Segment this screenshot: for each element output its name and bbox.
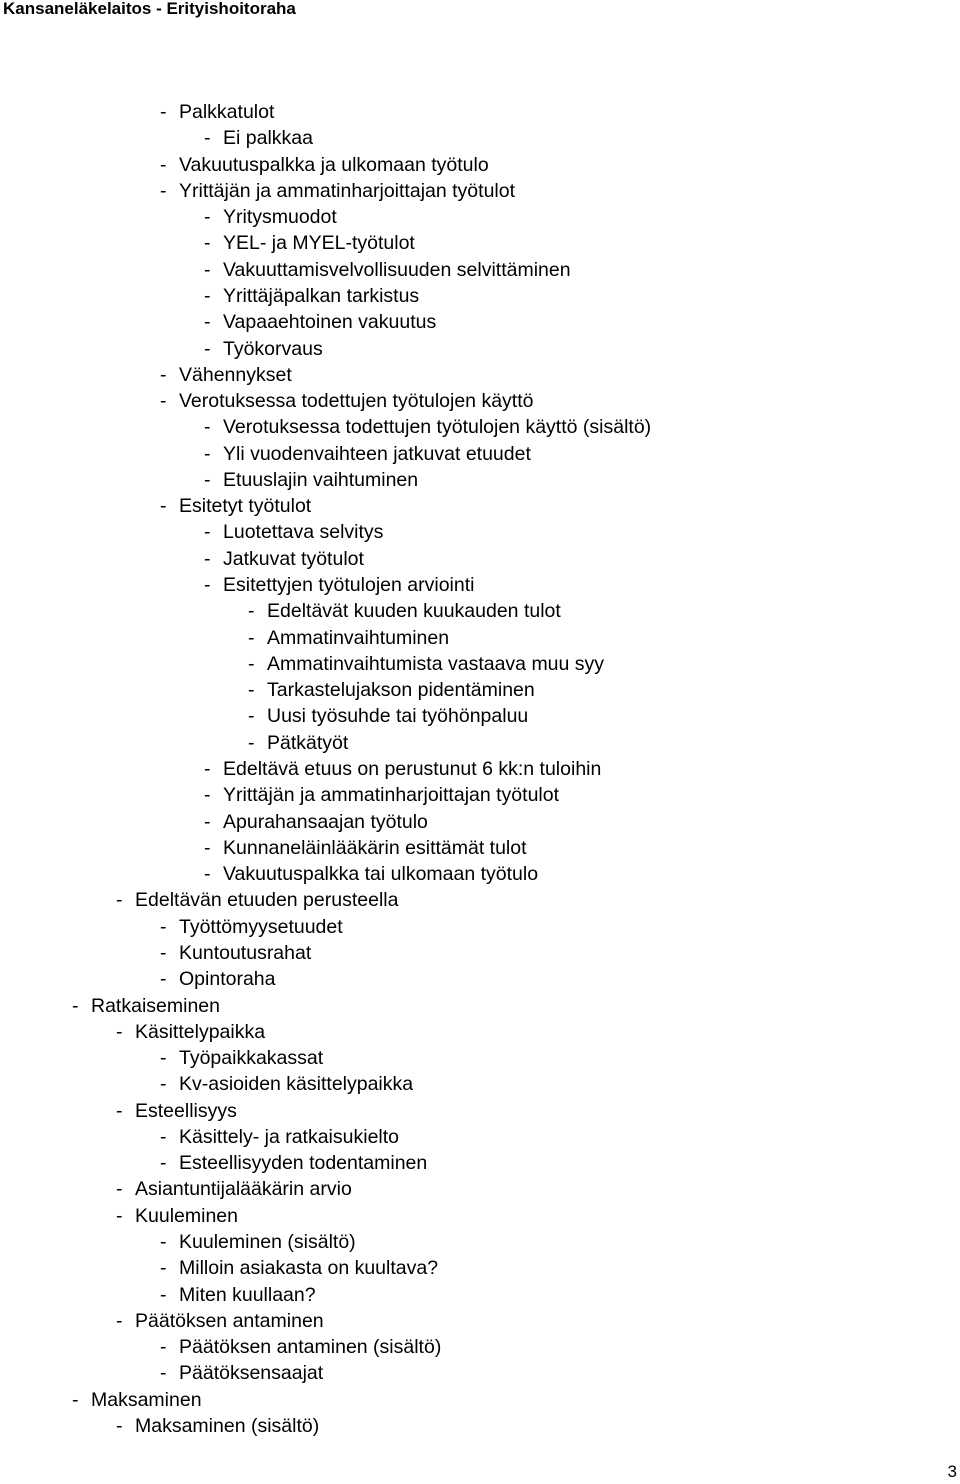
toc-item-dash: - [204, 442, 211, 465]
toc-item [248, 703, 528, 729]
toc-item-label: Pätkätyöt [267, 731, 349, 754]
toc-item-label: Työpaikkakassat [179, 1047, 324, 1070]
toc-item-dash: - [248, 626, 255, 649]
toc-item [160, 152, 489, 178]
toc-item [160, 1334, 441, 1360]
toc-item-label: Yli vuodenvaihteen jatkuvat etuudet [223, 442, 531, 465]
toc-item-label: Edeltävät kuuden kuukauden tulot [267, 600, 561, 623]
toc-item-label: Kunnaneläinlääkärin esittämät tulot [223, 836, 527, 859]
toc-item [116, 1308, 324, 1334]
toc-item [204, 467, 418, 493]
toc-item-dash: - [72, 1388, 79, 1411]
toc-item-dash: - [160, 968, 167, 991]
toc-item-dash: - [204, 836, 211, 859]
toc-item-label: Verotuksessa todettujen työtulojen käyttö (sisältö) [223, 416, 652, 439]
toc-item [204, 309, 436, 335]
toc-item [160, 388, 533, 414]
toc-item-label: Edeltävä etuus on perustunut 6 kk:n tuloihin [223, 758, 602, 780]
toc-item-dash: - [204, 311, 211, 334]
toc-item-dash: - [204, 784, 211, 807]
toc-item-dash: - [204, 127, 211, 150]
toc-item [204, 336, 323, 362]
toc-item [204, 519, 383, 545]
toc-item-label: Opintoraha [179, 968, 276, 991]
toc-item-dash: - [204, 810, 211, 833]
toc-item [116, 1203, 238, 1229]
toc-item-label: Milloin asiakasta on kuultava? [179, 1257, 439, 1280]
toc-item [72, 1387, 202, 1413]
toc-item-dash: - [116, 889, 123, 912]
toc-item-dash: - [204, 416, 211, 439]
toc-item [204, 125, 313, 151]
toc-item [116, 1019, 265, 1045]
toc-item [204, 756, 601, 782]
toc-item-label: Käsittely- ja ratkaisukielto [179, 1125, 400, 1148]
toc-item-label: Työttömyysetuudet [179, 915, 343, 938]
toc-item-dash: - [160, 915, 167, 938]
toc-item-label: Yrittäjäpalkan tarkistus [223, 284, 420, 307]
toc-item-label: Päätöksen antaminen [135, 1309, 324, 1332]
toc-item [204, 835, 527, 861]
toc-item-label: Vakuuttamisvelvollisuuden selvittäminen [223, 258, 571, 281]
toc-item-label: Maksaminen (sisältö) [135, 1415, 320, 1437]
toc-item-dash: - [160, 1336, 167, 1359]
toc-item-label: Esitetyt työtulot [179, 495, 312, 518]
toc-item-dash: - [160, 1362, 167, 1385]
toc-item-dash: - [248, 679, 255, 702]
toc-item [160, 1282, 316, 1308]
toc-item-dash: - [160, 363, 167, 386]
toc-item-dash: - [72, 994, 79, 1017]
toc-item-dash: - [116, 1099, 123, 1122]
toc-item [116, 887, 398, 913]
toc-item [160, 362, 292, 388]
toc-item-dash: - [160, 1257, 167, 1280]
toc-item-dash: - [160, 495, 167, 518]
toc-item-label: Kuuleminen [135, 1204, 238, 1227]
toc-item-dash: - [160, 1283, 167, 1306]
toc-item [248, 651, 604, 677]
toc-item [116, 1176, 352, 1202]
toc-item-dash: - [160, 390, 167, 413]
toc-item-dash: - [204, 863, 211, 886]
toc-item-dash: - [160, 1047, 167, 1070]
toc-item-dash: - [204, 574, 211, 597]
toc-item-label: Esteellisyys [135, 1099, 237, 1122]
toc-item [204, 257, 571, 283]
toc-item-label: Apurahansaajan työtulo [223, 810, 428, 833]
toc-item-label: Verotuksessa todettujen työtulojen käyttö [179, 390, 534, 413]
toc-item [160, 1255, 438, 1281]
toc-item-dash: - [116, 1415, 123, 1437]
toc-item-label: Edeltävän etuuden perusteella [135, 889, 399, 912]
toc-item-label: Vapaaehtoinen vakuutus [223, 311, 437, 334]
toc-item-label: Päätöksen antaminen (sisältö) [179, 1336, 442, 1359]
toc-item-label: Ratkaiseminen [91, 994, 220, 1017]
toc-item [116, 1098, 237, 1124]
toc-item-label: Vakuutuspalkka ja ulkomaan työtulo [179, 153, 489, 176]
toc-item [248, 677, 535, 703]
toc-item-dash: - [204, 258, 211, 281]
toc-item-dash: - [204, 758, 211, 780]
toc-item-dash: - [204, 547, 211, 570]
toc-item [160, 493, 311, 519]
toc-item-dash: - [160, 1073, 167, 1096]
toc-item [116, 1413, 319, 1439]
toc-item [204, 861, 538, 887]
toc-item-dash: - [116, 1309, 123, 1332]
toc-item-label: Yritysmuodot [223, 206, 337, 229]
toc-item-dash: - [248, 731, 255, 754]
toc-item-dash: - [204, 284, 211, 307]
toc-item-label: Kuntoutusrahat [179, 941, 312, 964]
toc-item-dash: - [204, 468, 211, 491]
toc-item-dash: - [160, 179, 167, 202]
toc-item [72, 993, 220, 1019]
toc-item-label: Uusi työsuhde tai työhönpaluu [267, 705, 529, 728]
toc-item-label: YEL- ja MYEL-työtulot [223, 232, 415, 255]
toc-item-label: Ammatinvaihtumista vastaava muu syy [267, 652, 605, 675]
toc-item-dash: - [116, 1178, 123, 1201]
toc-item [160, 940, 311, 966]
toc-item-label: Työkorvaus [223, 337, 323, 360]
toc-item-dash: - [160, 1231, 167, 1254]
toc-item [160, 1071, 413, 1097]
toc-item-dash: - [116, 1020, 123, 1043]
toc-item-label: Ammatinvaihtuminen [267, 626, 450, 649]
toc-item-dash: - [160, 1125, 167, 1148]
toc-item [204, 782, 559, 808]
toc-item-label: Kv-asioiden käsittelypaikka [179, 1073, 414, 1096]
toc-item-label: Tarkastelujakson pidentäminen [267, 679, 535, 702]
toc-item [160, 99, 274, 125]
toc-item-label: Käsittelypaikka [135, 1020, 266, 1043]
toc-item-label: Etuuslajin vaihtuminen [223, 468, 419, 491]
toc-item-label: Ei palkkaa [223, 127, 313, 150]
toc-item-label: Vähennykset [179, 363, 292, 386]
toc-item [160, 1229, 356, 1255]
toc-item [160, 1150, 427, 1176]
toc-item-dash: - [248, 652, 255, 675]
toc-item [160, 914, 343, 940]
page-number: 3 [947, 1462, 957, 1481]
toc-item-label: Palkkatulot [179, 101, 275, 123]
toc-item-label: Yrittäjän ja ammatinharjoittajan työtulot [179, 179, 516, 202]
toc-item-label: Vakuutuspalkka tai ulkomaan työtulo [223, 863, 539, 886]
toc-item [160, 1045, 323, 1071]
toc-item-dash: - [160, 153, 167, 176]
toc-item-label: Asiantuntijalääkärin arvio [135, 1178, 352, 1201]
toc-item [204, 572, 474, 598]
toc-item [160, 1360, 323, 1386]
toc-item [204, 283, 419, 309]
toc-item-dash: - [248, 600, 255, 623]
toc-item-dash: - [204, 232, 211, 255]
toc-item-label: Jatkuvat työtulot [223, 547, 364, 570]
toc-item-label: Luotettava selvitys [223, 521, 384, 544]
document-header-title: Kansaneläkelaitos - Erityishoitoraha [3, 0, 296, 18]
toc-item [248, 625, 449, 651]
toc-item-label: Esteellisyyden todentaminen [179, 1152, 428, 1175]
toc-item [204, 414, 651, 440]
toc-item-dash: - [116, 1204, 123, 1227]
toc-item [204, 546, 364, 572]
toc-item [204, 230, 415, 256]
toc-item-label: Yrittäjän ja ammatinharjoittajan työtulot [223, 784, 560, 807]
toc-item-label: Kuuleminen (sisältö) [179, 1231, 356, 1254]
toc-item-dash: - [160, 1152, 167, 1175]
toc-item-label: Maksaminen [91, 1388, 202, 1411]
toc-item-dash: - [160, 941, 167, 964]
toc-item [204, 809, 428, 835]
toc-item [160, 966, 275, 992]
toc-item [204, 204, 337, 230]
toc-item-dash: - [248, 705, 255, 728]
toc-item-label: Päätöksensaajat [179, 1362, 324, 1385]
toc-item-label: Miten kuullaan? [179, 1283, 316, 1306]
toc-item-dash: - [160, 101, 167, 123]
toc-item [160, 178, 515, 204]
toc-item [248, 730, 348, 756]
toc-item-dash: - [204, 206, 211, 229]
toc-item [248, 598, 561, 624]
toc-item [204, 441, 531, 467]
toc-item-dash: - [204, 337, 211, 360]
toc-item [160, 1124, 399, 1150]
toc-item-dash: - [204, 521, 211, 544]
toc-item-label: Esitettyjen työtulojen arviointi [223, 574, 475, 597]
